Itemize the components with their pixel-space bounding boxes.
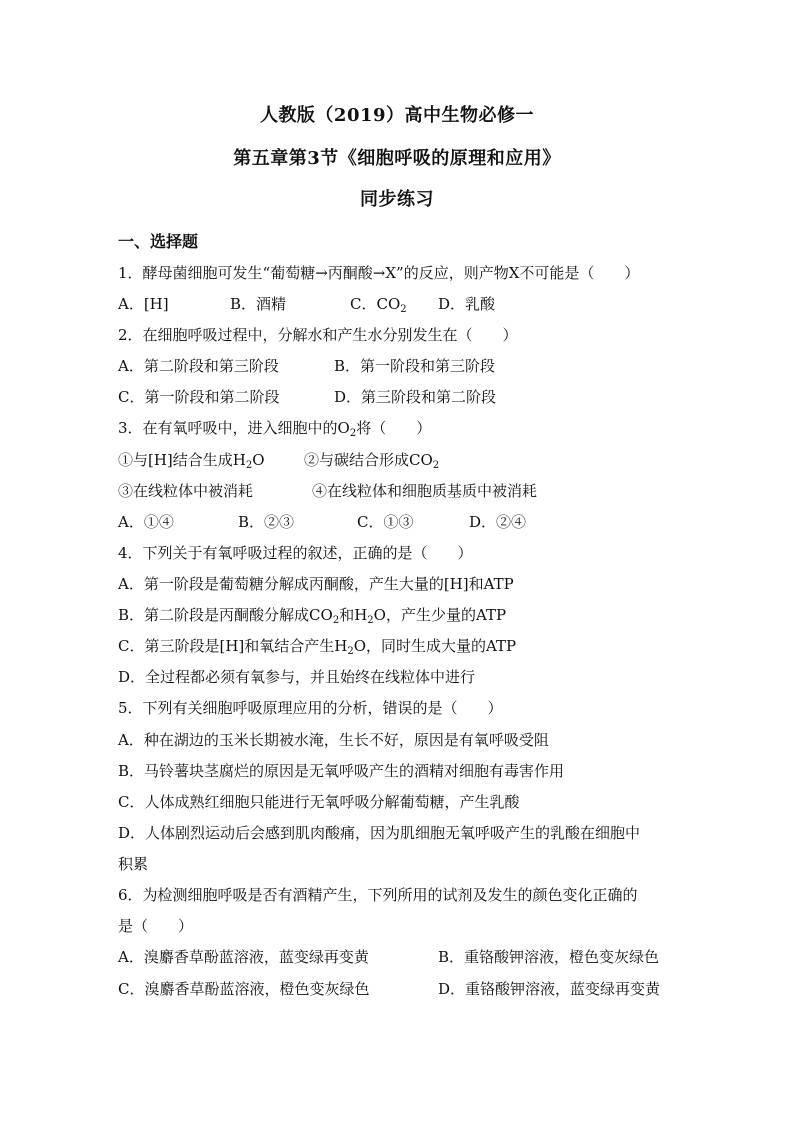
q3-statement-2 [304, 449, 439, 471]
q1-option-c-subscript: 2 [400, 304, 407, 315]
q1-option-b: B．酒精 [230, 295, 287, 313]
q6-option-a: A．溴麝香草酚蓝溶液，蓝变绿再变黄 [118, 948, 369, 966]
question-1-stem: 1．酵母菌细胞可发生“葡萄糖→丙酮酸→X”的反应，则产物X不可能是（ ） [118, 264, 640, 282]
q4-option-b [118, 604, 676, 626]
q3-statement-1-tail: O [252, 451, 265, 469]
q3-stem-tail: 将（ ） [356, 419, 432, 437]
q2-option-b: B．第一阶段和第三阶段 [334, 357, 496, 375]
q3-option-a: A．①④ [118, 513, 174, 531]
q1-option-c [350, 293, 407, 315]
question-6-stem-line1: 6．为检测细胞呼吸是否有酒精产生，下列所用的试剂及发生的颜色变化正确的 [118, 886, 638, 904]
q3-option-d: D．②④ [469, 513, 527, 531]
q6-option-c: C．溴麝香草酚蓝溶液，橙色变灰绿色 [118, 980, 370, 998]
q4-option-c-text: C．第三阶段是[H]和氧结合产生H [118, 637, 348, 655]
q2-option-d: D．第三阶段和第二阶段 [334, 388, 497, 406]
q3-option-b: B．②③ [238, 513, 295, 531]
q3-statement-1-text: ①与[H]结合生成H [118, 451, 246, 469]
q5-option-b: B．马铃薯块茎腐烂的原因是无氧呼吸产生的酒精对细胞有毒害作用 [118, 762, 565, 780]
q4-option-c-tail: O，同时生成大量的ATP [353, 637, 517, 655]
q4-option-c-subscript: 2 [347, 646, 354, 657]
q3-statement-2-subscript: 2 [432, 460, 440, 471]
q3-option-c: C．①③ [357, 513, 414, 531]
doc-title-exercise: 同步练习 [360, 189, 434, 210]
question-6-stem-line2: 是（ ） [118, 917, 194, 935]
q4-option-a: A．第一阶段是葡萄糖分解成丙酮酸，产生大量的[H]和ATP [118, 575, 514, 593]
question-5-stem: 5．下列有关细胞呼吸原理应用的分析，错误的是（ ） [118, 699, 503, 717]
q6-option-b: B．重铬酸钾溶液，橙色变灰绿色 [438, 948, 660, 966]
q3-statement-1-subscript: 2 [245, 460, 253, 471]
q6-option-d: D．重铬酸钾溶液，蓝变绿再变黄 [438, 980, 661, 998]
doc-title-chapter: 第五章第3节《细胞呼吸的原理和应用》 [233, 148, 561, 169]
q4-option-b-subscript-2: 2 [367, 615, 374, 626]
q1-option-c-text: C．CO [350, 295, 401, 313]
q2-option-c: C．第一阶段和第二阶段 [118, 388, 280, 406]
q1-option-a: A．[H] [118, 295, 169, 313]
q4-option-b-middle: 和H [339, 606, 368, 624]
q3-stem-text: 3．在有氧呼吸中，进入细胞中的O [118, 419, 350, 437]
q4-option-d: D．全过程都必须有氧参与，并且始终在线粒体中进行 [118, 668, 476, 686]
q5-option-d-line1: D．人体剧烈运动后会感到肌肉酸痛，因为肌细胞无氧呼吸产生的乳酸在细胞中 [118, 824, 641, 842]
question-2-stem: 2．在细胞呼吸过程中，分解水和产生水分别发生在（ ） [118, 326, 518, 344]
q5-option-a: A．种在湖边的玉米长期被水淹，生长不好，原因是有氧呼吸受阻 [118, 731, 549, 749]
question-4-stem: 4．下列关于有氧呼吸过程的叙述，正确的是（ ） [118, 544, 473, 562]
q4-option-b-tail: O，产生少量的ATP [373, 606, 507, 624]
q3-statement-1 [118, 449, 265, 471]
q2-option-a: A．第二阶段和第三阶段 [118, 357, 279, 375]
q5-option-c: C．人体成熟红细胞只能进行无氧呼吸分解葡萄糖，产生乳酸 [118, 793, 520, 811]
q3-stem-subscript: 2 [349, 428, 357, 439]
question-3-stem [118, 417, 676, 439]
q3-statement-3: ③在线粒体中被消耗 [118, 482, 254, 500]
doc-title-textbook: 人教版（2019）高中生物必修一 [259, 105, 535, 126]
q3-statement-4: ④在线粒体和细胞质基质中被消耗 [312, 482, 538, 500]
q5-option-d-line2: 积累 [118, 855, 149, 873]
q1-option-d: D．乳酸 [438, 295, 496, 313]
q3-statement-2-text: ②与碳结合形成CO [304, 451, 433, 469]
q4-option-b-subscript-1: 2 [332, 615, 340, 626]
section-heading: 一、选择题 [118, 232, 199, 251]
q4-option-b-text: B．第二阶段是丙酮酸分解成CO [118, 606, 333, 624]
q4-option-c [118, 635, 676, 657]
